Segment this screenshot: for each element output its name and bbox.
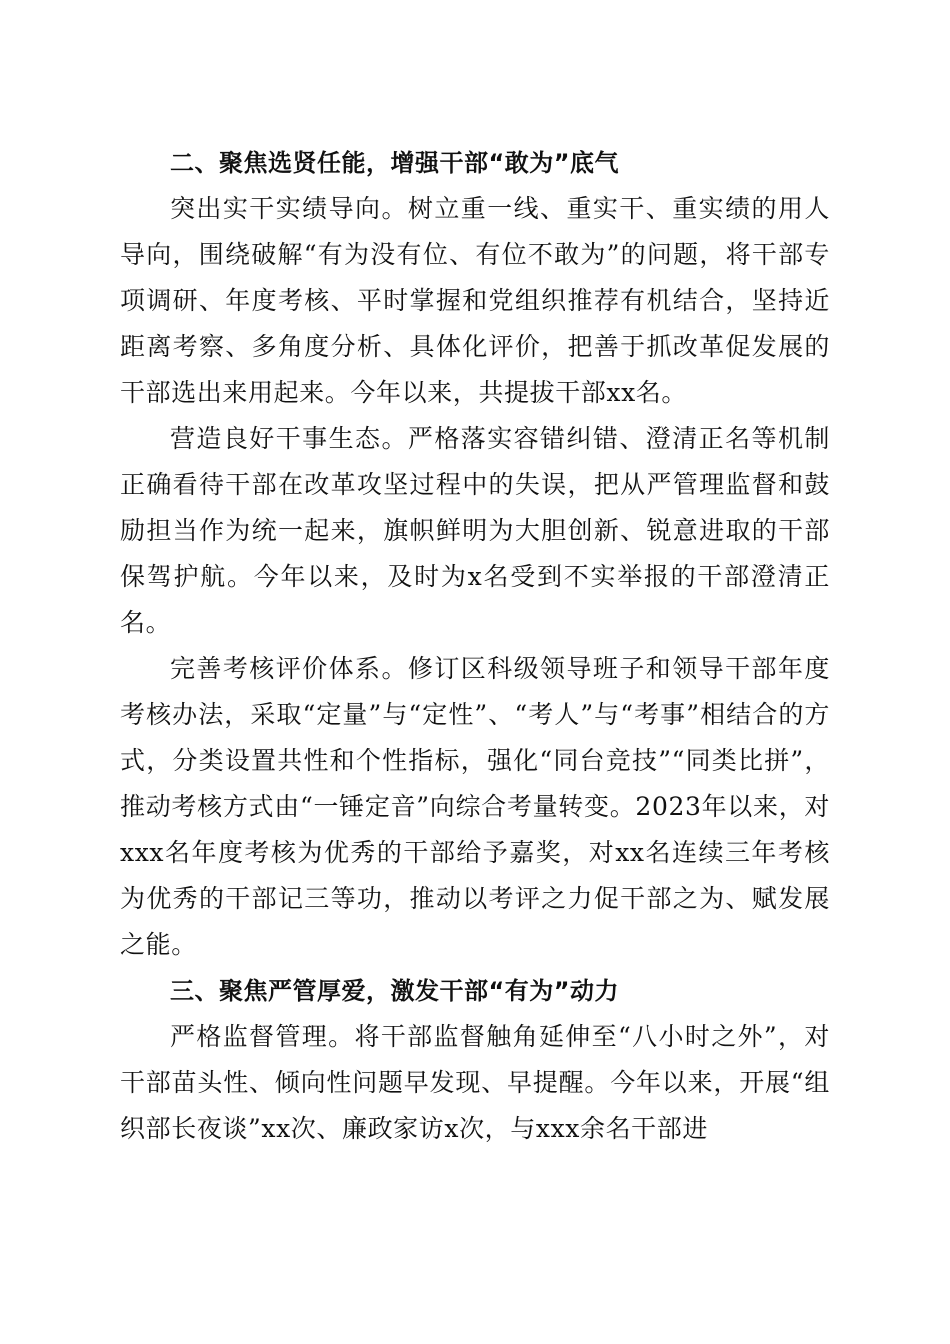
section-heading-2: 二、聚焦选贤任能，增强干部“敢为”底气 xyxy=(170,149,620,177)
paragraph-supervision: 严格监督管理。将干部监督触角延伸至“八小时之外”，对干部苗头性、倾向性问题早发现、早提醒。今年以来，开展“组织部长夜谈”xx次、廉政家访x次，与xxx余名干部进 xyxy=(120,1022,830,1143)
paragraph-performance-orientation: 突出实干实绩导向。树立重一线、重实干、重实绩的用人导向，围绕破解“有为没有位、有位不敢为”的问题，将干部专项调研、年度考核、平时掌握和党组织推荐有机结合，坚持近距离考察、多角度分析、具体化评价，把善于抓改革促发展的干部选出来用起来。今年以来，共提拔干部xx名。 xyxy=(120,194,830,407)
paragraph-evaluation-system: 完善考核评价体系。修订区科级领导班子和领导干部年度考核办法，采取“定量”与“定性”、“考人”与“考事”相结合的方式，分类设置共性和个性指标，强化“同台竞技”“同类比拼”，推动考核方式由“一锤定音”向综合考量转变。2023年以来，对xxx名年度考核为优秀的干部给予嘉奖，对xx名连续三年考核为优秀的干部记三等功，推动以考评之力促干部之为、赋发展之能。 xyxy=(120,654,830,959)
document-body xyxy=(120,140,830,1152)
paragraph-work-ecology: 营造良好干事生态。严格落实容错纠错、澄清正名等机制正确看待干部在改革攻坚过程中的失误，把从严管理监督和鼓励担当作为统一起来，旗帜鲜明为大胆创新、锐意进取的干部保驾护航。今年以来，及时为x名受到不实举报的干部澄清正名。 xyxy=(120,424,830,637)
section-heading-3: 三、聚焦严管厚爱，激发干部“有为”动力 xyxy=(170,977,620,1005)
